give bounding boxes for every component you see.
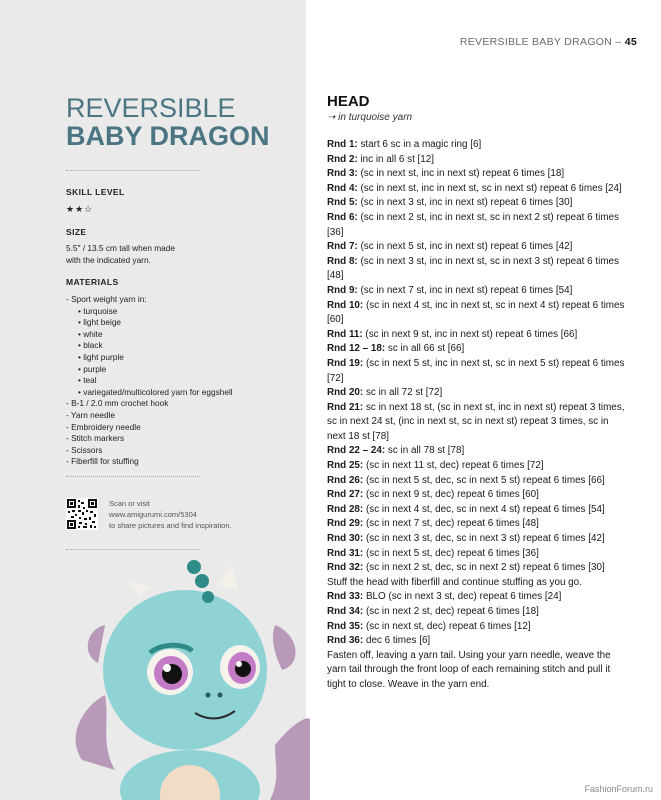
spike	[202, 591, 214, 603]
list-item: - Stitch markers	[66, 433, 125, 444]
list-item: Rnd 29: (sc in next 7 st, dec) repeat 6 times [48]	[327, 518, 539, 530]
rounds-list	[327, 138, 627, 693]
list-item: - Fiberfill for stuffing	[66, 456, 139, 467]
dragon-photo	[70, 545, 310, 800]
watermark: FashionForum.ru	[584, 784, 653, 794]
spike	[195, 574, 209, 588]
list-item: • light purple	[78, 352, 233, 364]
materials-list	[66, 294, 233, 468]
ear-left	[88, 625, 105, 663]
running-header	[460, 36, 637, 48]
horn-left	[128, 581, 150, 597]
list-item: • turquoise	[78, 306, 233, 318]
list-item: Rnd 34: (sc in next 2 st, dec) repeat 6 times [18]	[327, 606, 539, 617]
list-item: Rnd 25: (sc in next 11 st, dec) repeat 6 times [72]	[327, 460, 544, 472]
list-item: Stuff the head with fiberfill and continue stuffing as you go.	[327, 576, 582, 588]
list-item: Rnd 4: (sc in next st, inc in next st, sc in next st) repeat 6 times [24]	[327, 182, 622, 194]
size-line-2: with the indicated yarn.	[66, 254, 151, 265]
list-item: Rnd 26: (sc in next 5 st, dec, sc in next 5 st) repeat 6 times [66]	[327, 474, 605, 486]
list-item: Rnd 5: (sc in next 3 st, inc in next st) repeat 6 times [30]	[327, 197, 573, 209]
list-item: - Scissors	[66, 444, 103, 455]
materials-yarn-intro: - Sport weight yarn in:	[66, 294, 147, 304]
size-line-1: 5.5" / 13.5 cm tall when made	[66, 243, 176, 253]
title-line-1: REVERSIBLE	[66, 93, 236, 123]
list-item: - Embroidery needle	[66, 421, 141, 432]
eye-right-shine	[236, 661, 242, 667]
size-text	[66, 243, 175, 266]
list-item: Rnd 30: (sc in next 3 st, dec, sc in next 3 st) repeat 6 times [42]	[327, 533, 605, 545]
page-title	[66, 94, 270, 150]
list-item: Fasten off, leaving a yarn tail. Using your yarn needle, weave the yarn tail through the front loop of each remaining stitch and pull it tight to close. Weave in the yarn end.	[327, 649, 611, 690]
scan-instructions	[109, 498, 232, 531]
list-item: Rnd 3: (sc in next st, inc in next st) repeat 6 times [18]	[327, 168, 565, 180]
qr-code-icon[interactable]	[66, 498, 98, 530]
list-item: Rnd 12 – 18: sc in all 66 st [66]	[327, 343, 465, 355]
list-item: - B-1 / 2.0 mm crochet hook	[66, 398, 169, 409]
scan-url-link[interactable]: www.amigurumi.com/5304	[109, 510, 197, 519]
list-item: Rnd 2: inc in all 6 st [12]	[327, 153, 435, 165]
ear-right	[273, 625, 296, 670]
eye-left-shine	[163, 664, 171, 672]
list-item: Rnd 35: (sc in next st, dec) repeat 6 times [12]	[327, 620, 531, 632]
list-item: Rnd 31: (sc in next 5 st, dec) repeat 6 times [36]	[327, 547, 539, 559]
title-line-2: BABY DRAGON	[66, 121, 270, 151]
horn-right	[218, 563, 238, 591]
list-item: • white	[78, 329, 233, 341]
list-item: Rnd 20: sc in all 72 st [72]	[327, 387, 443, 399]
list-item: Rnd 10: (sc in next 4 st, inc in next st, sc in next 4 st) repeat 6 times [60]	[327, 299, 625, 326]
divider	[66, 170, 200, 171]
section-subheading: ➝ in turquoise yarn	[327, 112, 413, 123]
scan-line-1: Scan or visit	[109, 499, 150, 508]
list-item: • black	[78, 340, 233, 352]
list-item: Rnd 22 – 24: sc in all 78 st [78]	[327, 445, 465, 457]
list-item: Rnd 7: (sc in next 5 st, inc in next st) repeat 6 times [42]	[327, 241, 573, 253]
scan-line-3: to share pictures and find inspiration.	[109, 521, 232, 530]
list-item: Rnd 21: sc in next 18 st, (sc in next st, inc in next st) repeat 3 times, sc in next 24 st, (inc in next st, sc in next st) repeat 3 times, sc in next 18 st [78]	[327, 401, 625, 442]
section-heading: HEAD	[327, 93, 370, 110]
list-item: Rnd 1: start 6 sc in a magic ring [6]	[327, 139, 482, 150]
materials-heading: MATERIALS	[66, 277, 119, 287]
spike	[187, 560, 201, 574]
list-item: • variegated/multicolored yarn for eggshell	[78, 387, 233, 399]
list-item: • teal	[78, 375, 233, 387]
list-item: Rnd 9: (sc in next 7 st, inc in next st) repeat 6 times [54]	[327, 284, 573, 296]
list-item: Rnd 28: (sc in next 4 st, dec, sc in next 4 st) repeat 6 times [54]	[327, 503, 605, 515]
page-number: 45	[624, 36, 637, 48]
list-item: Rnd 19: (sc in next 5 st, inc in next st, sc in next 5 st) repeat 6 times [72]	[327, 357, 625, 384]
nostril	[206, 693, 211, 698]
nostril	[218, 693, 223, 698]
list-item: Rnd 6: (sc in next 2 st, inc in next st, sc in next 2 st) repeat 6 times [36]	[327, 211, 619, 238]
skill-stars: ★★☆	[66, 204, 94, 214]
list-item: Rnd 27: (sc in next 9 st, dec) repeat 6 times [60]	[327, 489, 539, 501]
list-item: - Yarn needle	[66, 409, 116, 420]
list-item: Rnd 32: (sc in next 2 st, dec, sc in next 2 st) repeat 6 times [30]	[327, 562, 605, 574]
list-item: • light beige	[78, 317, 233, 329]
list-item: Rnd 36: dec 6 times [6]	[327, 635, 431, 647]
yarn-color-list	[66, 306, 233, 399]
skill-level-heading: SKILL LEVEL	[66, 187, 125, 197]
list-item: Rnd 33: BLO (sc in next 3 st, dec) repeat 6 times [24]	[327, 591, 562, 603]
running-title: REVERSIBLE BABY DRAGON –	[459, 36, 622, 48]
list-item: Rnd 11: (sc in next 9 st, inc in next st) repeat 6 times [66]	[327, 328, 578, 340]
divider	[66, 476, 200, 477]
left-wing	[76, 695, 115, 770]
right-wing	[270, 718, 310, 800]
size-heading: SIZE	[66, 227, 87, 237]
list-item: Rnd 8: (sc in next 3 st, inc in next st, sc in next 3 st) repeat 6 times [48]	[327, 255, 619, 282]
list-item: • purple	[78, 364, 233, 376]
